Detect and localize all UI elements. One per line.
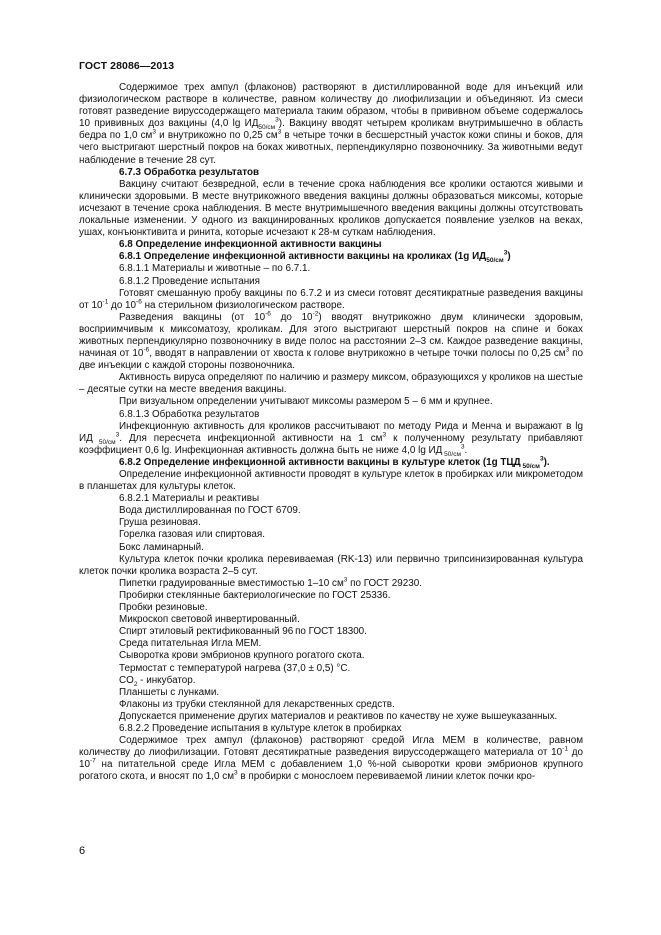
material-item: Микроскоп световой инвертированный.	[119, 614, 300, 626]
clause-6-8-1-3: 6.8.1.3 Обработка результатов	[119, 408, 260, 420]
material-item: Планшеты с лунками.	[119, 686, 220, 698]
material-item: Пробки резиновые.	[119, 602, 208, 614]
document-body	[79, 82, 583, 783]
material-item: Вода дистиллированная по ГОСТ 6709.	[119, 505, 301, 517]
paragraph-safety-procedure: Содержимое трех ампул (флаконов) растворяют в дистиллированной воде для инъекций или физиологическом растворе в количестве, равном количеству до лиофилизации и объединяют. Из смеси готовят разведение вируссодержащего материала таким образом, чтобы в прививном объеме содержалось 10 прививных доз вакцины (4,0 $\lg ИД_{50/см}^3$). Вакцину вводят четырем кроликам внутримышечно в область бедра по 1,0 $см^3$ и внутрикожно по 0,25 $см^3$ в четыре точки в бесшерстный участок кожи спины и боков, для чего выстригают шерстный покров на боках животных, перпендикулярно позвоночнику. За животными ведут наблюдение в течение 28 сут.	[79, 82, 584, 166]
paragraph-safety-results: Вакцину считают безвредной, если в течение срока наблюдения все кролики остаются живыми и клинически здоровыми. В месте внутрикожного введения вакцины должны образоваться миксомы, которые исчезают в течение срока наблюдения. В месте внутримышечного введения вакцины должны отсутствовать локальные изменении. У одного из вакцинированных кроликов допускается появление узелков на веках, ушах, конъюнктивита и ринита, которые исчезают к 28-м суткам наблюдения.	[79, 178, 583, 239]
material-item: Среда питательная Игла MEM.	[119, 638, 262, 650]
section-heading-6-8: 6.8 Определение инфекционной активности вакцины	[119, 239, 382, 251]
clause-6-8-2-2: 6.8.2.2 Проведение испытания в культуре клеток в пробирках	[119, 722, 402, 734]
section-heading-6-8-2: 6.8.2 Определение инфекционной активности вакцины в культуре клеток (1g ТЦД $_{50/см}^3$).	[119, 455, 550, 470]
clause-6-8-1-1: 6.8.1.1 Материалы и животные – по 6.7.1.	[119, 263, 311, 275]
paragraph-visual: При визуальном определении учитывают миксомы размером 5 – 6 мм и крупнее.	[119, 396, 493, 408]
paragraph-cell-culture: Определение инфекционной активности проводят в культуре клеток в пробирках или микрометодом в планшетах для культуры клеток.	[79, 469, 583, 493]
paragraph-tube-test: Содержимое трех ампул (флаконов) растворяют средой Игла MEM в количестве, равном количеству до лиофилизации. Готовят десятикратные разведения вируссодержащего материала от $10^{-1}$ до $10^{-7}$ на питательной среде Игла MEM с добавлением 1,0 %-ной сыворотки крови эмбрионов крупного рогатого скота, и вносят по 1,0 $см^3$ в пробирки с монослоем перевиваемой линии клеток почки кро-	[79, 735, 583, 783]
document-header: ГОСТ 28086—2013	[79, 60, 175, 72]
material-item: $CO_2$ - инкубатор.	[119, 674, 196, 688]
material-item: Бокс ламинарный.	[119, 541, 204, 553]
material-item: Флаконы из трубки стеклянной для лекарственных средств.	[119, 698, 395, 710]
material-item: Сыворотка крови эмбрионов крупного рогатого скота.	[119, 650, 365, 662]
material-item: Пипетки градуированные вместимостью 1–10 $см^3$ по ГОСТ 29230.	[119, 576, 422, 589]
material-item: Термостат с температурой нагрева (37,0 ± 0,5) °С.	[119, 662, 351, 674]
paragraph-calculation: Инфекционную активность для кроликов рассчитывают по методу Рида и Менча и выражают в lg ИД $_{50/см}^3$. Для пересчета инфекционной активности на 1 $см^3$ к полученному результату прибавляют коэффициент 0,6 lg. Инфекционная активность должна быть не ниже 4,0 lg ИД $_{50/см}^3$.	[79, 420, 584, 458]
paragraph-activity: Активность вируса определяют по наличию и размеру миксом, образующихся у кроликов на шестые – десятые сутки на месте введения вакцины.	[79, 372, 583, 396]
material-item: Груша резиновая.	[119, 517, 201, 529]
clause-6-8-2-1: 6.8.2.1 Материалы и реактивы	[119, 493, 260, 505]
material-item: Культура клеток почки кролика перевиваемая (RK-13) или первично трипсинизированная культура клеток почки кролика возраста 2–5 сут.	[79, 553, 583, 577]
page-number: 6	[79, 845, 86, 857]
material-item: Допускается применение других материалов и реактивов по качеству не хуже вышеуказанных.	[119, 710, 558, 722]
clause-6-8-1-2: 6.8.1.2 Проведение испытания	[119, 275, 261, 287]
material-item: Горелка газовая или спиртовая.	[119, 529, 265, 541]
material-item: Спирт этиловый ректификованный 96 по ГОСТ 18300.	[119, 626, 367, 638]
section-heading-6-8-1: 6.8.1 Определение инфекционной активности вакцины на кроликах (1g $ИД_{50/см}^3$)	[119, 250, 511, 265]
material-item: Пробирки стеклянные бактериологические по ГОСТ 25336.	[119, 589, 391, 601]
paragraph-dilutions: Готовят смешанную пробу вакцины по 6.7.2 и из смеси готовят десятикратные разведения вакцины от $10^{-1}$ до $10^{-6}$ на стерильном физиологическом растворе.	[79, 287, 583, 311]
paragraph-injection: Разведения вакцины (от $10^{-6}$ до $10^{-2}$) вводят внутрикожно двум клинически здоровым, восприимчивым к миксоматозу, кроликам. Для этого выстригают шерстный покров на спине и боках животных перпендикулярно позвоночнику в виде полос на расстоянии 2–3 см. Каждое разведение вакцины, начиная от $10^{-6}$, вводят в направлении от хвоста к голове внутрикожно в четыре точки полосы по 0,25 $см^3$ по две инъекции с каждой стороны позвоночника.	[79, 310, 584, 372]
section-heading-6-7-3: 6.7.3 Обработка результатов	[119, 166, 260, 178]
